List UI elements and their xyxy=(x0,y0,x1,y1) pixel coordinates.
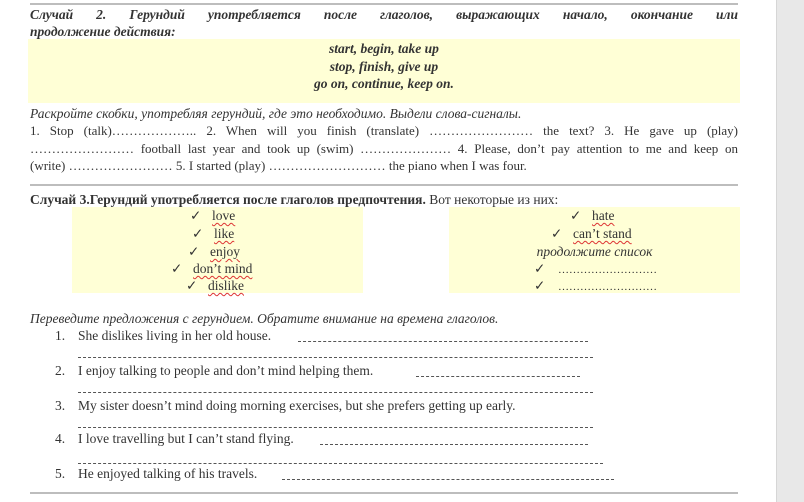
sentence-text: He enjoyed talking of his travels. xyxy=(78,466,258,481)
check-icon: ✓ xyxy=(188,244,200,259)
sentence-text: I love travelling but I can’t stand flying. xyxy=(78,431,294,446)
case2-heading-line2: продолжение действия: xyxy=(30,24,176,39)
translate-instruction: Переведите предложения с герундием. Обратите внимание на времена глаголов. xyxy=(30,311,499,326)
check-icon: ✓ xyxy=(192,226,204,241)
sentence-text: I enjoy talking to people and don’t mind helping them. xyxy=(78,363,374,378)
sentence-text: She dislikes living in her old house. xyxy=(78,328,272,343)
check-icon: ✓ xyxy=(534,278,546,293)
verb-item: ✓ enjoy xyxy=(188,244,240,259)
case3-heading xyxy=(30,191,738,208)
verb-item: ✓ don’t mind xyxy=(171,261,253,276)
answer-line[interactable] xyxy=(298,341,588,342)
verbs-line: go on, continue, keep on. xyxy=(314,76,454,91)
case3-heading-rest: Вот некоторые из них: xyxy=(425,192,559,207)
check-icon: ✓ xyxy=(551,226,563,241)
exercise-line: (write) …………………… 5. I started (play) ……………………… the piano when I was four. xyxy=(30,158,527,173)
answer-line[interactable] xyxy=(282,479,614,480)
answer-line[interactable] xyxy=(416,376,580,377)
sentence-number: 4. xyxy=(55,431,66,446)
divider xyxy=(30,184,738,186)
blank-item: ✓ ……………………… xyxy=(534,261,657,276)
check-icon: ✓ xyxy=(171,261,183,276)
verb-item: ✓ can’t stand xyxy=(551,226,632,241)
case2-heading-line1: Случай 2. Герундий употребляется после глаголов, выражающих начало, окончание или xyxy=(30,7,738,22)
blank-item: ✓ ……………………… xyxy=(534,278,657,293)
divider xyxy=(30,3,738,5)
sentence-number: 5. xyxy=(55,466,66,481)
check-icon: ✓ xyxy=(570,208,582,223)
verb-item: ✓ hate xyxy=(570,208,615,223)
answer-line[interactable] xyxy=(78,463,603,464)
verb-item: ✓ like xyxy=(192,226,235,241)
exercise-line: 1. Stop (talk)……………….. 2. When will you finish (translate) …………………… the text? 3. He gave up (play) xyxy=(30,123,738,138)
check-icon: ✓ xyxy=(186,278,198,293)
verbs-box xyxy=(28,39,740,103)
case2-instruction: Раскройте скобки, употребляя герундий, где это необходимо. Выдели слова-сигналы. xyxy=(30,106,522,121)
exercise-line: …………………… football last year and took up (swim) ………………… 4. Please, don’t pay attention to me and keep on xyxy=(30,141,738,156)
verbs-line: stop, finish, give up xyxy=(329,58,439,74)
continue-list-label: продолжите список xyxy=(536,244,653,259)
check-icon: ✓ xyxy=(534,261,546,276)
sentence-number: 1. xyxy=(55,328,66,343)
sentence-number: 3. xyxy=(55,398,66,413)
sentence-text: My sister doesn’t mind doing morning exercises, but she prefers getting up early. xyxy=(78,398,516,413)
case3-heading-bold: Случай 3.Герундий употребляется после глаголов предпочтения. xyxy=(30,192,426,207)
verbs-line: start, begin, take up xyxy=(329,41,439,56)
divider xyxy=(30,492,738,494)
sentence-number: 2. xyxy=(55,363,66,378)
verb-item: ✓ dislike xyxy=(186,278,244,293)
answer-line[interactable] xyxy=(78,357,593,358)
verb-item: ✓ love xyxy=(190,208,236,223)
answer-line[interactable] xyxy=(78,392,593,393)
answer-line[interactable] xyxy=(320,444,588,445)
check-icon: ✓ xyxy=(190,208,202,223)
document-margin-gray xyxy=(776,0,804,502)
answer-line[interactable] xyxy=(78,427,593,428)
